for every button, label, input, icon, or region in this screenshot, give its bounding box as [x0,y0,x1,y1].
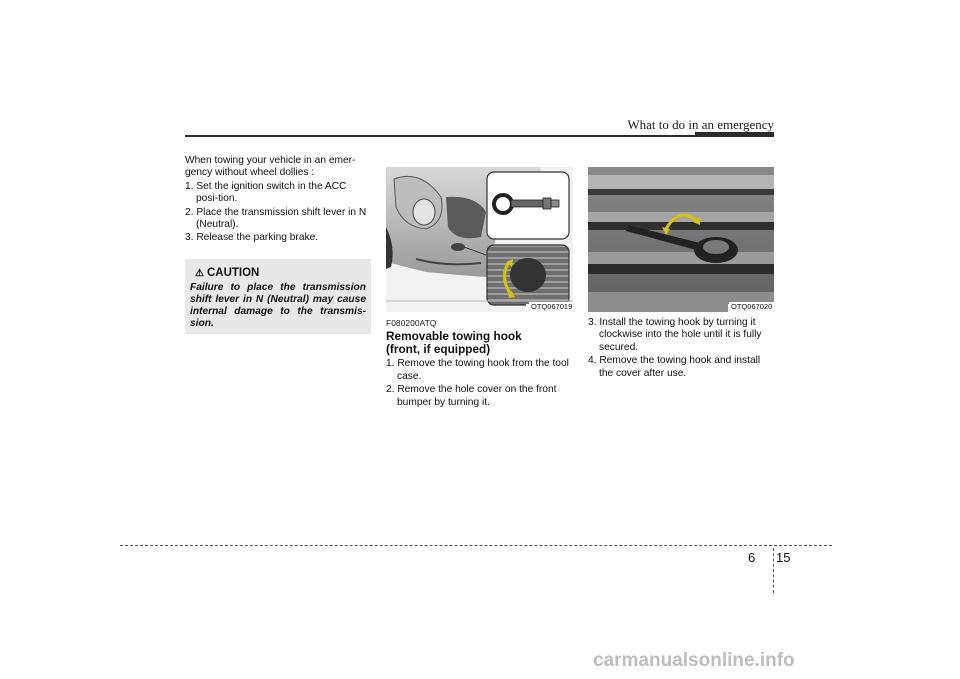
step-remove-and-cover: 4. Remove the towing hook and install the cover after use. [588,355,761,379]
header-rule [185,135,774,137]
intro-text: When towing your vehicle in an emer-gency without wheel dollies : [185,155,356,179]
left-column [185,155,371,246]
step-remove-cover: 2. Remove the hole cover on the front bumper by turning it. [386,384,557,408]
caution-label: CAUTION [206,267,260,279]
warning-triangle-icon: ⚠ [195,268,204,279]
section-title-line-2: (front, if equipped) [386,342,491,357]
right-column [588,317,774,381]
section-title-line-1: Removable towing hook [386,329,522,344]
chapter-header-title: What to do in an emergency [627,117,774,132]
towing-hook-installed-image [588,167,774,312]
caution-box [185,259,371,334]
step-3: 3. Release the parking brake. [185,232,319,244]
image-label-right: OTQ067020 [731,302,773,311]
step-2: 2. Place the transmission shift lever in N (Neutral). [185,206,367,231]
middle-column [386,317,573,410]
image-label-left: OTQ067019 [531,302,573,311]
watermark: carmanualsonline.info [593,650,795,671]
caution-text: Failure to place the transmission shift lever in N (Neutral) may cause internal damage to the transmis-sion. [190,282,366,329]
section-code: F080200ATQ [386,318,437,328]
page-number: 15 [776,550,791,565]
section-title [386,330,573,356]
caution-heading [195,267,259,279]
step-1: 1. Set the ignition switch in the ACC posi-tion. [185,180,347,205]
footer-divider [773,548,774,593]
footer-rule [120,545,832,546]
step-install-hook: 3. Install the towing hook by turning it clockwise into the hole until it is fully secured. [588,317,762,353]
towing-hook-front-bumper-image [386,167,573,312]
header-rule-accent [695,132,774,137]
step-remove-hook: 1. Remove the towing hook from the tool case. [386,358,569,382]
chapter-number: 6 [748,550,756,565]
